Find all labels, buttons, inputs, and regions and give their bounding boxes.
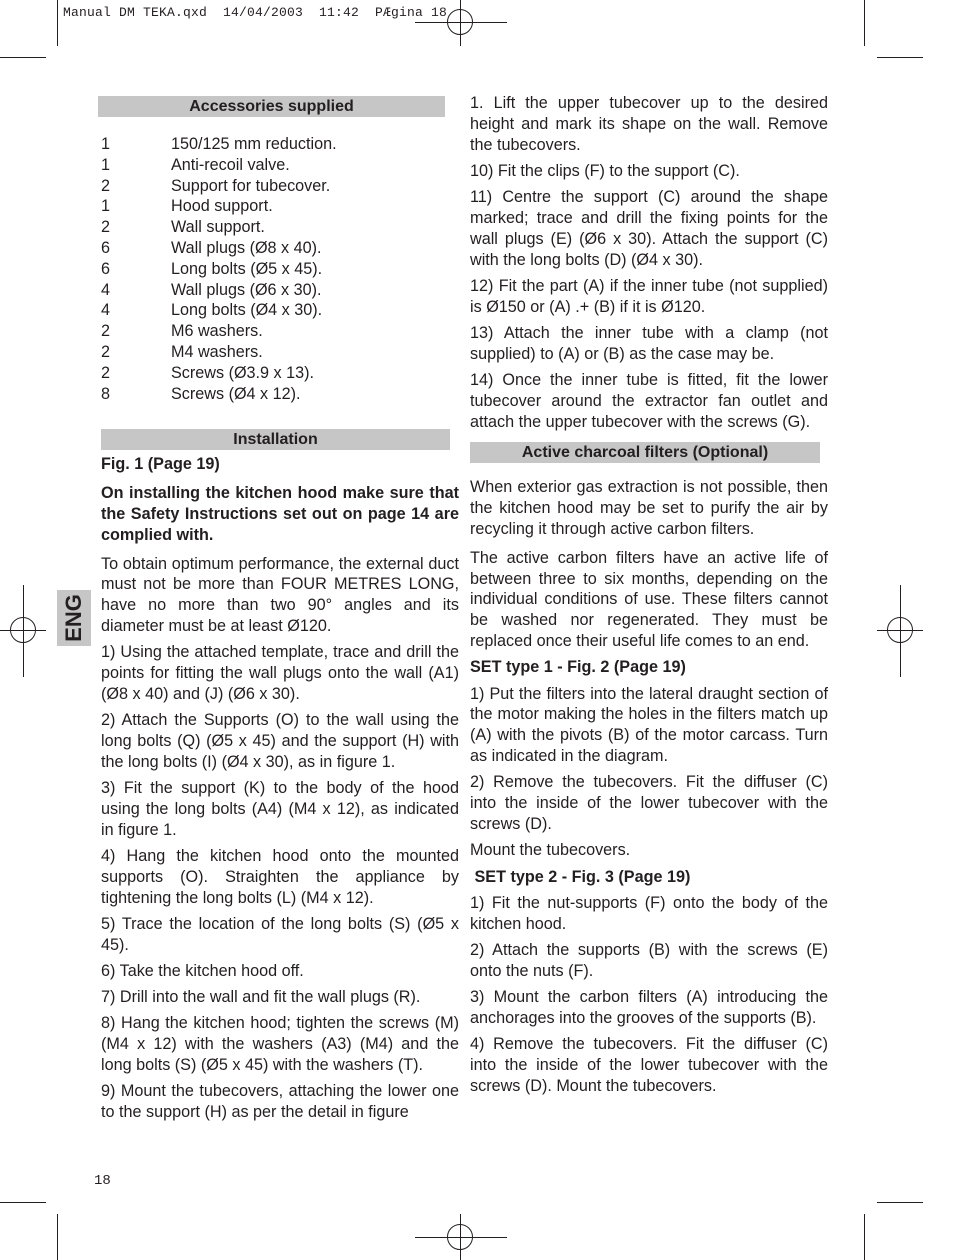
list-item	[101, 259, 459, 280]
right-column	[470, 93, 828, 1102]
list-item	[101, 342, 459, 363]
installation-step: 4) Hang the kitchen hood onto the mounted supports (O). Straighten the appliance by tightening the long bolts (L) (M4 x 12).	[101, 846, 459, 907]
item-quantity: 6	[101, 259, 111, 278]
crop-mark-top-left-horizontal	[0, 57, 46, 58]
set-type-1-step: Mount the tubecovers.	[470, 841, 631, 860]
installation-step: 13) Attach the inner tube with a clamp (not supplied) to (A) or (B) as the case may be.	[470, 323, 828, 363]
crop-mark-bottom-left-vertical	[57, 1214, 58, 1260]
installation-step: 10) Fit the clips (F) to the support (C).	[470, 161, 740, 180]
item-description: Wall plugs (Ø8 x 40).	[171, 238, 322, 257]
set-type-2-step: 4) Remove the tubecovers. Fit the diffuser (C) into the inside of the lower tubecover with the screws (D). Mount the tubecovers.	[470, 1035, 828, 1095]
item-quantity: 4	[101, 280, 111, 299]
item-description: Long bolts (Ø4 x 30).	[171, 301, 323, 320]
language-tab	[57, 590, 91, 646]
list-item	[101, 217, 459, 238]
crop-mark-top-right-horizontal	[877, 57, 923, 58]
installation-step: 8) Hang the kitchen hood; tighten the screws (M) (M4 x 12) with the washers (A3) (M4) and the long bolts (S) (Ø5 x 45) with the washers (T).	[101, 1014, 459, 1075]
registration-top-circle	[447, 9, 473, 35]
registration-bottom-circle	[447, 1224, 473, 1250]
charcoal-filters-heading: Active charcoal filters (Optional)	[470, 442, 820, 463]
list-item	[101, 134, 459, 155]
set-type-2-step: 3) Mount the carbon filters (A) introducing the anchorages into the grooves of the supports (B).	[470, 987, 828, 1027]
set-type-1-step: 2) Remove the tubecovers. Fit the diffuser (C) into the inside of the lower tubecover with the screws (D).	[470, 773, 828, 833]
list-item	[101, 280, 459, 301]
item-quantity: 2	[101, 342, 111, 361]
charcoal-paragraph: The active carbon filters have an active life of between three to six months, depending on the individual conditions of use. These filters cannot be washed nor regenerated. They must be replaced once their useful life comes to an end.	[470, 548, 828, 651]
installation-step: 2) Attach the Supports (O) to the wall using the long bolts (Q) (Ø5 x 45) and the support (H) with the long bolts (I) (Ø4 x 30), as in figure 1.	[101, 711, 459, 771]
item-quantity: 1	[101, 135, 111, 153]
charcoal-paragraph: When exterior gas extraction is not possible, then the kitchen hood may be set to purify the air by recycling it through active carbon filters.	[470, 478, 828, 539]
item-quantity: 8	[101, 384, 111, 403]
list-item	[101, 176, 459, 197]
installation-step: 3) Fit the support (K) to the body of the hood using the long bolts (A4) (M4 x 12), as indicated in figure 1.	[101, 779, 459, 839]
figure-reference: Fig. 1 (Page 19)	[101, 455, 220, 474]
set-type-2-step: 2) Attach the supports (B) with the screws (E) onto the nuts (F).	[470, 940, 828, 980]
list-item	[101, 384, 459, 405]
item-quantity: 2	[101, 176, 111, 195]
crop-mark-bottom-right-vertical	[864, 1214, 865, 1260]
left-column	[101, 96, 459, 1128]
item-quantity: 6	[101, 238, 111, 257]
registration-left-circle	[10, 617, 36, 643]
item-description: Anti-recoil valve.	[171, 155, 290, 174]
list-item	[101, 238, 459, 259]
set-type-2-heading: SET type 2 - Fig. 3 (Page 19)	[470, 867, 691, 886]
list-item	[101, 300, 459, 321]
installation-paragraph: To obtain optimum performance, the external duct must not be more than FOUR METRES LONG, have no more than two 90° angles and its diameter must be at least Ø120.	[101, 554, 459, 635]
registration-right-circle	[887, 617, 913, 643]
installation-step: 1. Lift the upper tubecover up to the desired height and mark its shape on the wall. Remove the tubecovers.	[470, 94, 828, 154]
item-description: Screws (Ø3.9 x 13).	[171, 363, 315, 382]
item-description: 150/125 mm reduction.	[171, 135, 337, 153]
item-quantity: 1	[101, 197, 111, 216]
item-quantity: 2	[101, 363, 111, 382]
installation-step: 9) Mount the tubecovers, attaching the lower one to the support (H) as per the detail in figure	[101, 1082, 459, 1122]
item-quantity: 2	[101, 218, 111, 237]
installation-heading: Installation	[101, 429, 450, 450]
language-tab-label: ENG	[61, 594, 86, 642]
item-quantity: 2	[101, 322, 111, 341]
set-type-1-step: 1) Put the filters into the lateral draught section of the motor making the holes in the filters match up (A) with the pivots (B) of the motor carcass. Turn as indicated in the diagram.	[470, 684, 828, 766]
item-description: Wall support.	[171, 218, 265, 237]
safety-note: On installing the kitchen hood make sure that the Safety Instructions set out on page 14 are complied with.	[101, 484, 459, 544]
installation-step: 5) Trace the location of the long bolts (S) (Ø5 x 45).	[101, 914, 459, 954]
crop-mark-bottom-right-horizontal	[877, 1202, 923, 1203]
item-description: Support for tubecover.	[171, 176, 331, 195]
item-quantity: 1	[101, 155, 111, 174]
item-description: M4 washers.	[171, 342, 263, 361]
installation-step: 1) Using the attached template, trace and drill the points for fitting the wall plugs onto the wall (A1) (Ø8 x 40) and (J) (Ø6 x 30).	[101, 643, 459, 703]
list-item	[101, 321, 459, 342]
list-item	[101, 155, 459, 176]
list-item	[101, 363, 459, 384]
item-description: M6 washers.	[171, 322, 263, 341]
set-type-1-heading: SET type 1 - Fig. 2 (Page 19)	[470, 658, 686, 677]
item-description: Screws (Ø4 x 12).	[171, 384, 301, 403]
installation-step: 7) Drill into the wall and fit the wall plugs (R).	[101, 988, 421, 1007]
accessories-list	[101, 134, 459, 404]
crop-mark-bottom-left-horizontal	[0, 1202, 46, 1203]
accessories-heading: Accessories supplied	[98, 96, 445, 117]
installation-step: 6) Take the kitchen hood off.	[101, 961, 304, 980]
crop-mark-top-right-vertical	[864, 0, 865, 46]
crop-mark-top-left-vertical	[57, 0, 58, 46]
installation-step: 11) Centre the support (C) around the shape marked; trace and drill the fixing points for the wall plugs (E) (Ø6 x 30). Attach the support (C) with the long bolts (D) (Ø4 x 30).	[470, 188, 828, 269]
item-description: Wall plugs (Ø6 x 30).	[171, 280, 322, 299]
installation-step: 14) Once the inner tube is fitted, fit the lower tubecover around the extractor fan outlet and attach the upper tubecover with the screws (G).	[470, 371, 828, 431]
list-item	[101, 196, 459, 217]
installation-step: 12) Fit the part (A) if the inner tube (not supplied) is Ø150 or (A) .+ (B) if it is Ø120.	[470, 276, 828, 316]
item-description: Hood support.	[171, 197, 273, 216]
item-quantity: 4	[101, 301, 111, 320]
page-number: 18	[94, 1173, 111, 1189]
print-slug: Manual DM TEKA.qxd 14/04/2003 11:42 PÆgina 18	[63, 5, 448, 20]
item-description: Long bolts (Ø5 x 45).	[171, 259, 323, 278]
set-type-2-step: 1) Fit the nut-supports (F) onto the body of the kitchen hood.	[470, 893, 828, 933]
